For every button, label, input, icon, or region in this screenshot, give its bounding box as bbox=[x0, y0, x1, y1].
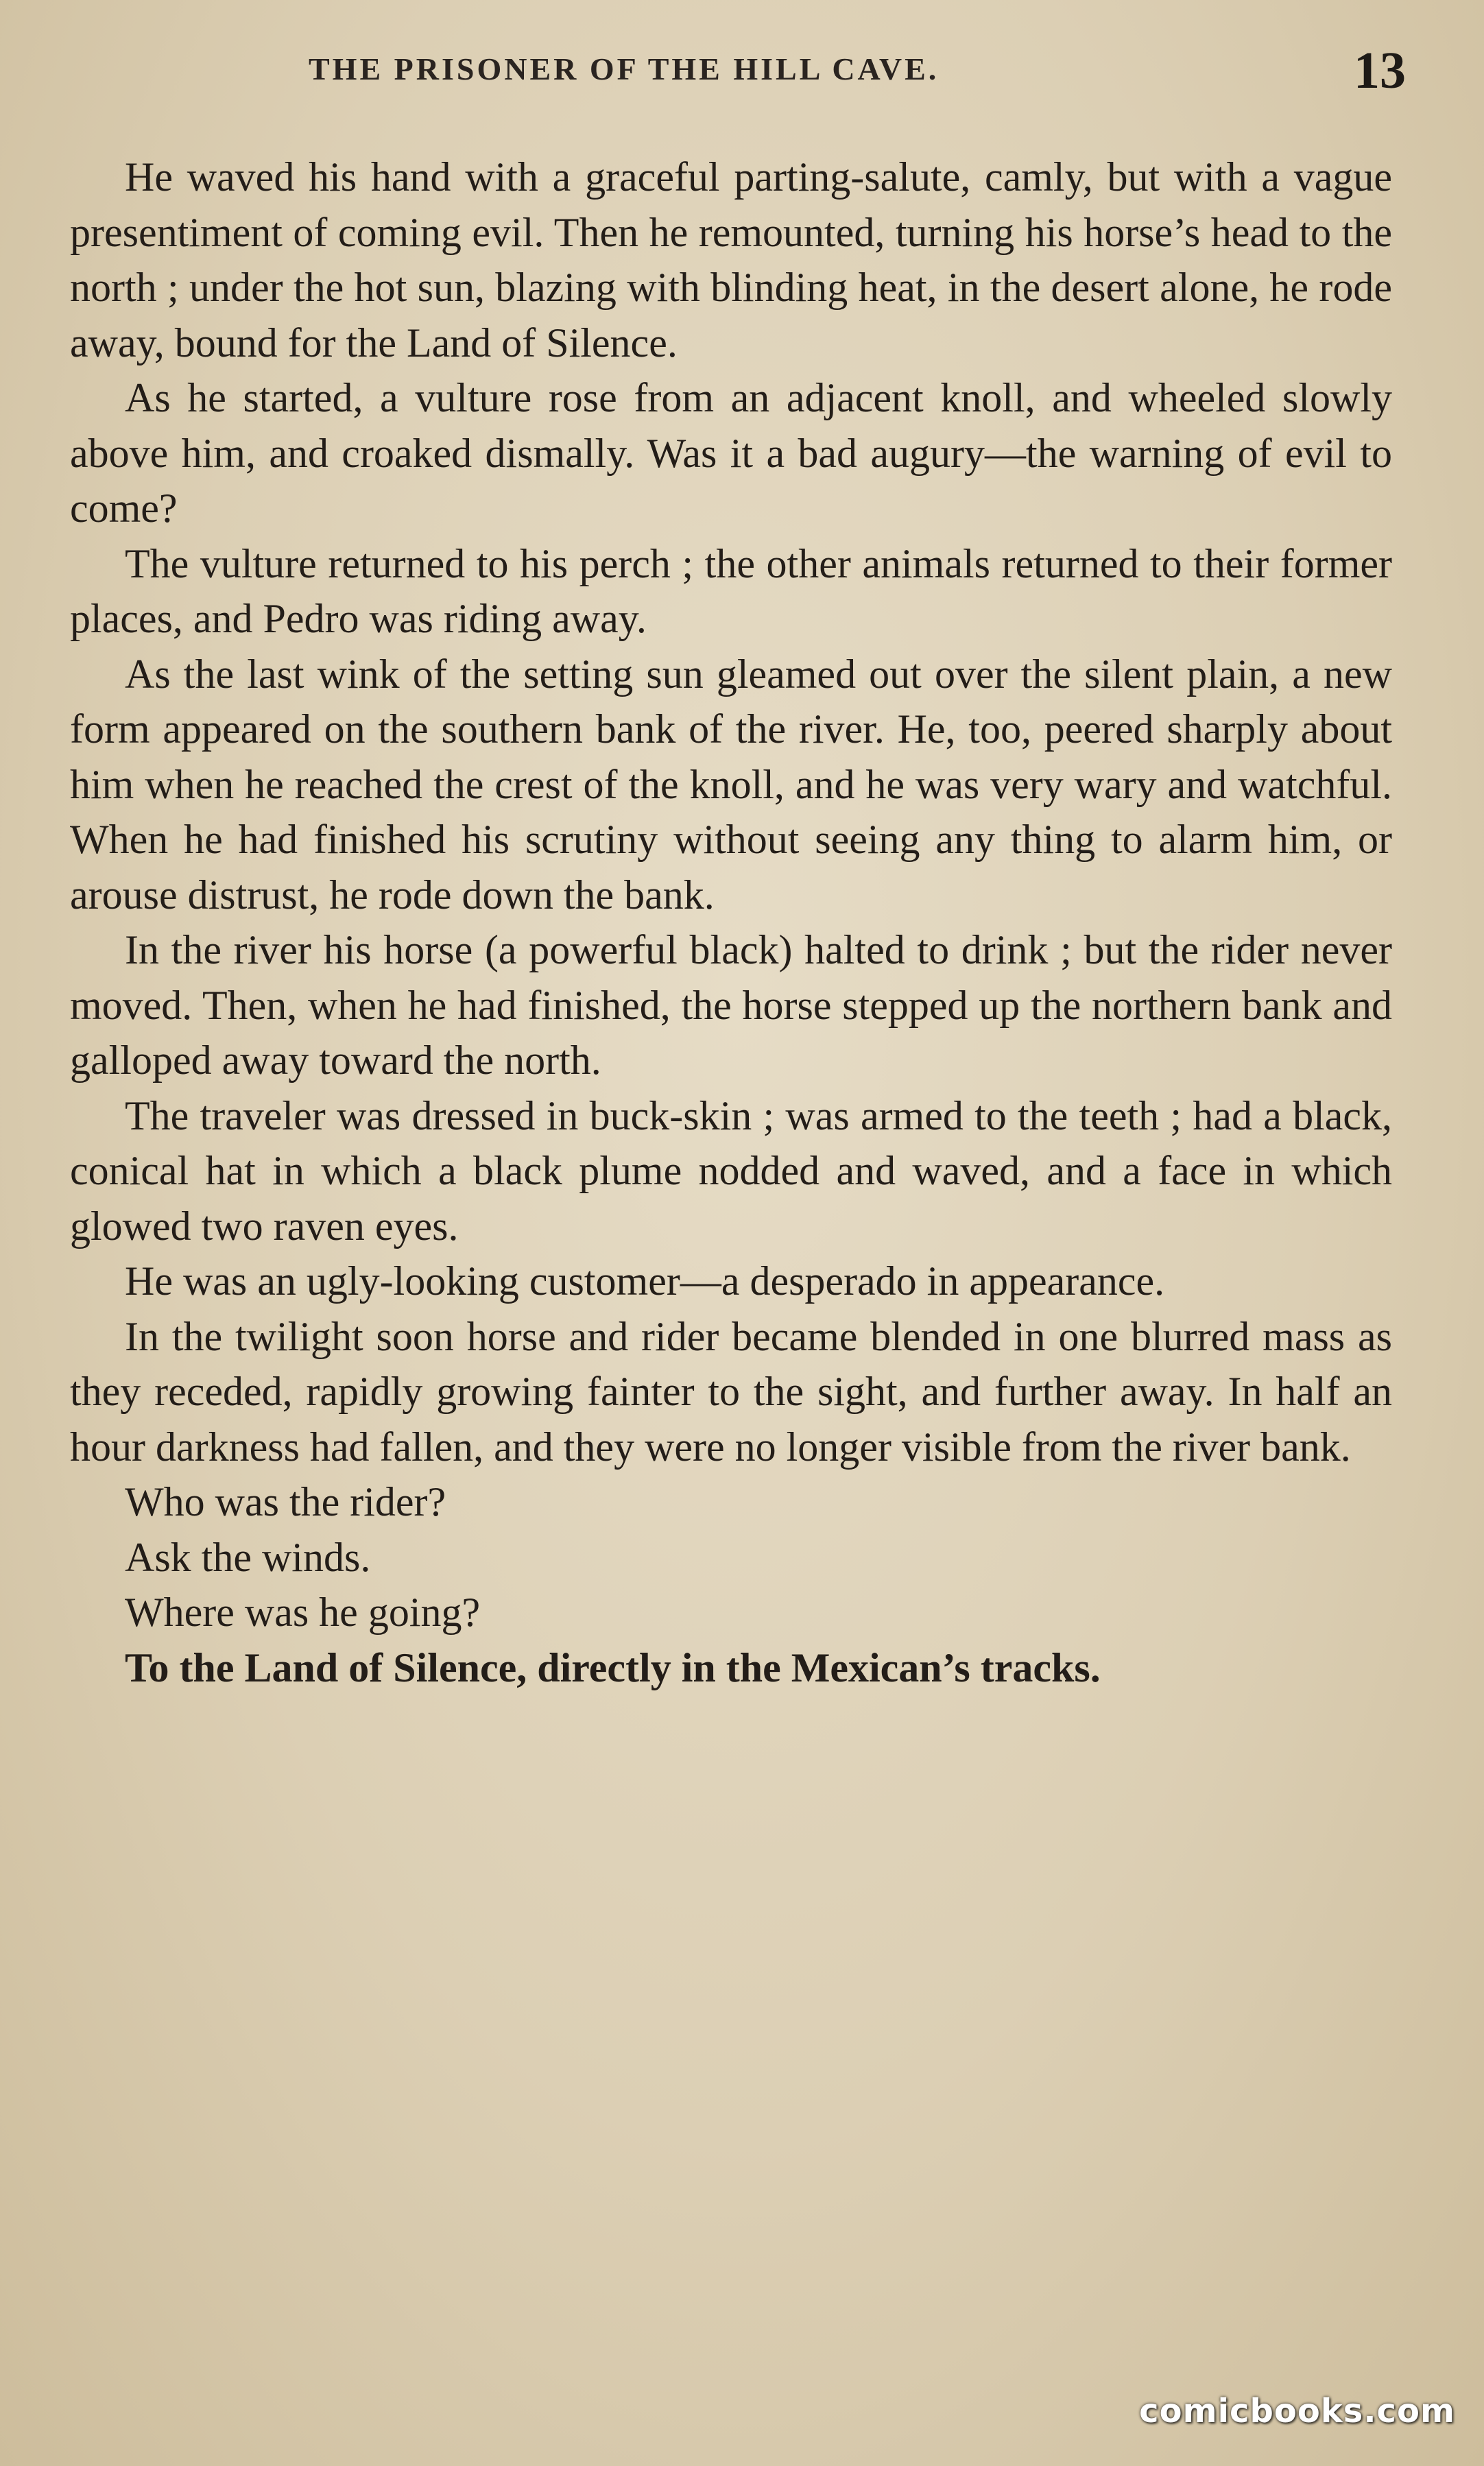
paragraph: He was an ugly-looking customer—a desperado in appearance. bbox=[125, 1258, 1165, 1304]
paragraph: Where was he going? bbox=[125, 1590, 481, 1635]
paragraph: The vulture returned to his perch ; the other animals returned to their former places, and Pedro was riding away. bbox=[70, 540, 1392, 641]
paragraph: Who was the rider? bbox=[125, 1479, 446, 1524]
page-number: 13 bbox=[1354, 42, 1406, 99]
closing-paragraph: To the Land of Silence, directly in the Mexican’s tracks. bbox=[125, 1644, 1101, 1690]
page-header bbox=[69, 41, 1413, 110]
paragraph: As he started, a vulture rose from an adjacent knoll, and wheeled slowly above him, and croaked dismally. Was it a bad augury—the warning of evil to come? bbox=[70, 375, 1392, 531]
paragraph: In the river his horse (a powerful black) halted to drink ; but the rider never moved. Then, when he had finished, the horse stepped up the northern bank and galloped away toward the north. bbox=[70, 927, 1392, 1083]
body-text bbox=[70, 149, 1392, 1695]
paragraph: As the last wink of the setting sun gleamed out over the silent plain, a new form appeared on the southern bank of the river. He, too, peered sharply about him when he reached the crest of the knoll, and he was very wary and watchful. When he had finished his scrutiny without seeing any thing to alarm him, or arouse distrust, he rode down the bank. bbox=[70, 651, 1392, 918]
running-title: THE PRISONER OF THE HILL CAVE. bbox=[309, 51, 940, 86]
paragraph: Ask the winds. bbox=[125, 1534, 371, 1580]
site-watermark: comicbooks.com bbox=[1139, 2392, 1455, 2430]
paragraph: The traveler was dressed in buck-skin ; was armed to the teeth ; had a black, conical hat in which a black plume nodded and waved, and a face in which glowed two raven eyes. bbox=[70, 1092, 1392, 1249]
paragraph: In the twilight soon horse and rider became blended in one blurred mass as they receded, rapidly growing fainter to the sight, and further away. In half an hour darkness had fallen, and they were no longer visible from the river bank. bbox=[70, 1313, 1392, 1470]
paragraph: He waved his hand with a graceful parting-salute, camly, but with a vague presentiment of coming evil. Then he remounted, turning his horse’s head to the north ; under the hot sun, blazing with blinding heat, in the desert alone, he rode away, bound for the Land of Silence. bbox=[70, 154, 1392, 366]
